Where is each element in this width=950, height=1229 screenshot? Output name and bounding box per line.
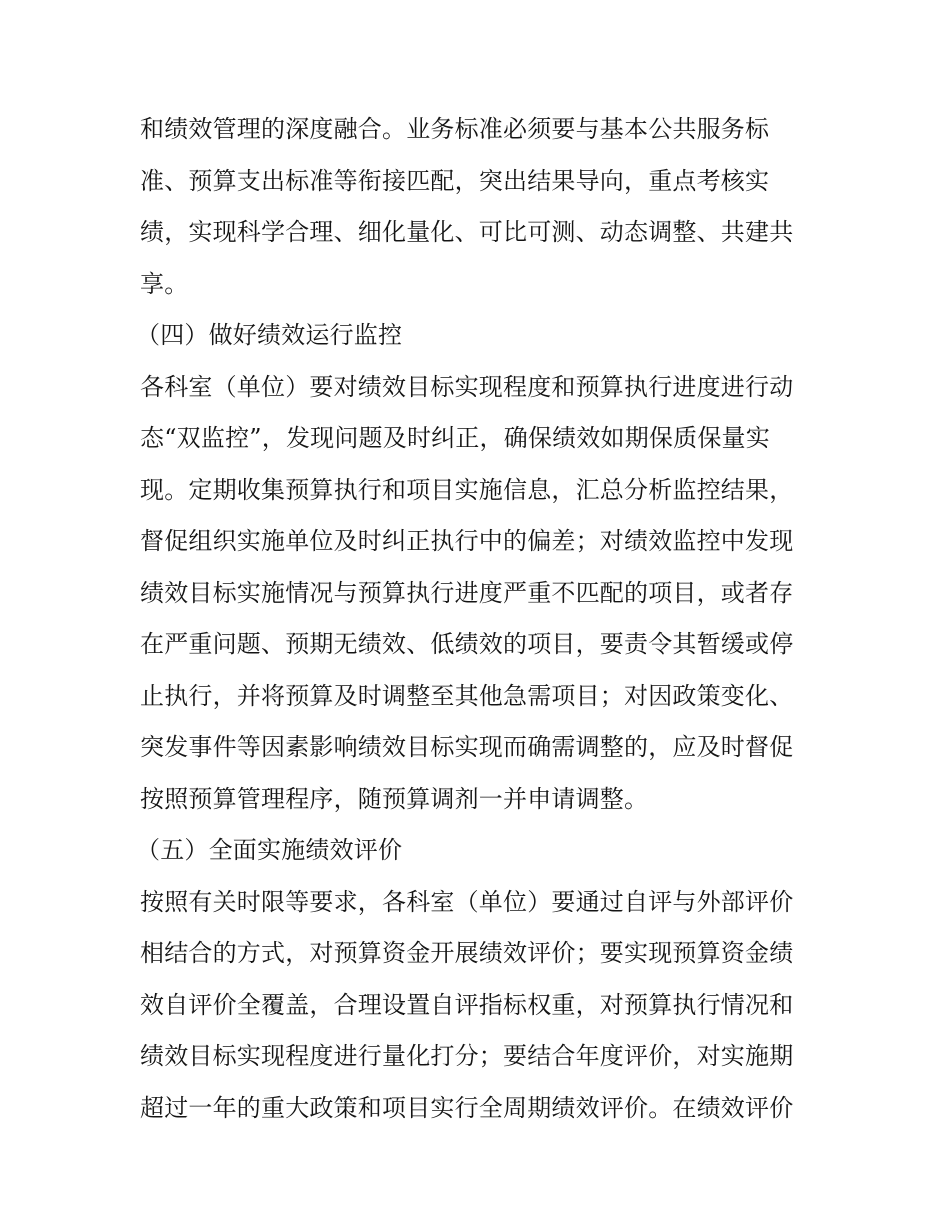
paragraph-line: 和绩效管理的深度融合。业务标准必须要与基本公共服务标: [140, 115, 770, 143]
paragraph-line: 按照有关时限等要求，各科室（单位）要通过自评与外部评价: [140, 887, 794, 916]
section-heading-4: （四）做好绩效运行监控: [136, 321, 403, 349]
paragraph-line: 相结合的方式，对预算资金开展绩效评价；要实现预算资金绩: [140, 939, 794, 967]
paragraph-line: 在严重问题、预期无绩效、低绩效的项目，要责令其暂缓或停: [140, 630, 794, 658]
paragraph-line: 绩效目标实施情况与预算执行进度严重不匹配的项目，或者存: [140, 578, 794, 607]
paragraph-line: 效自评价全覆盖，合理设置自评指标权重，对预算执行情况和: [140, 990, 794, 1019]
paragraph-line: 止执行，并将预算及时调整至其他急需项目；对因政策变化、: [140, 681, 794, 710]
paragraph-line: 按照预算管理程序，随预算调剂一并申请调整。: [140, 784, 649, 813]
document-body: [136, 104, 812, 1134]
paragraph-line: 享。: [140, 269, 189, 298]
paragraph-line: 绩效目标实现程度进行量化打分；要结合年度评价，对实施期: [140, 1042, 794, 1070]
paragraph-line: 突发事件等因素影响绩效目标实现而确需调整的，应及时督促: [140, 733, 794, 761]
paragraph-line: 超过一年的重大政策和项目实行全周期绩效评价。在绩效评价: [140, 1093, 794, 1122]
paragraph-line: 准、预算支出标准等衔接匹配，突出结果导向，重点考核实: [140, 166, 770, 195]
section-heading-5: （五）全面实施绩效评价: [136, 836, 403, 864]
paragraph-line: 现。定期收集预算执行和项目实施信息，汇总分析监控结果，: [140, 475, 794, 504]
paragraph-line: 绩，实现科学合理、细化量化、可比可测、动态调整、共建共: [140, 218, 794, 246]
paragraph-line: 督促组织实施单位及时纠正执行中的偏差；对绩效监控中发现: [140, 527, 794, 555]
paragraph-line: 各科室（单位）要对绩效目标实现程度和预算执行进度进行动: [140, 372, 794, 401]
paragraph-line: 态“双监控”，发现问题及时纠正，确保绩效如期保质保量实: [140, 424, 770, 452]
